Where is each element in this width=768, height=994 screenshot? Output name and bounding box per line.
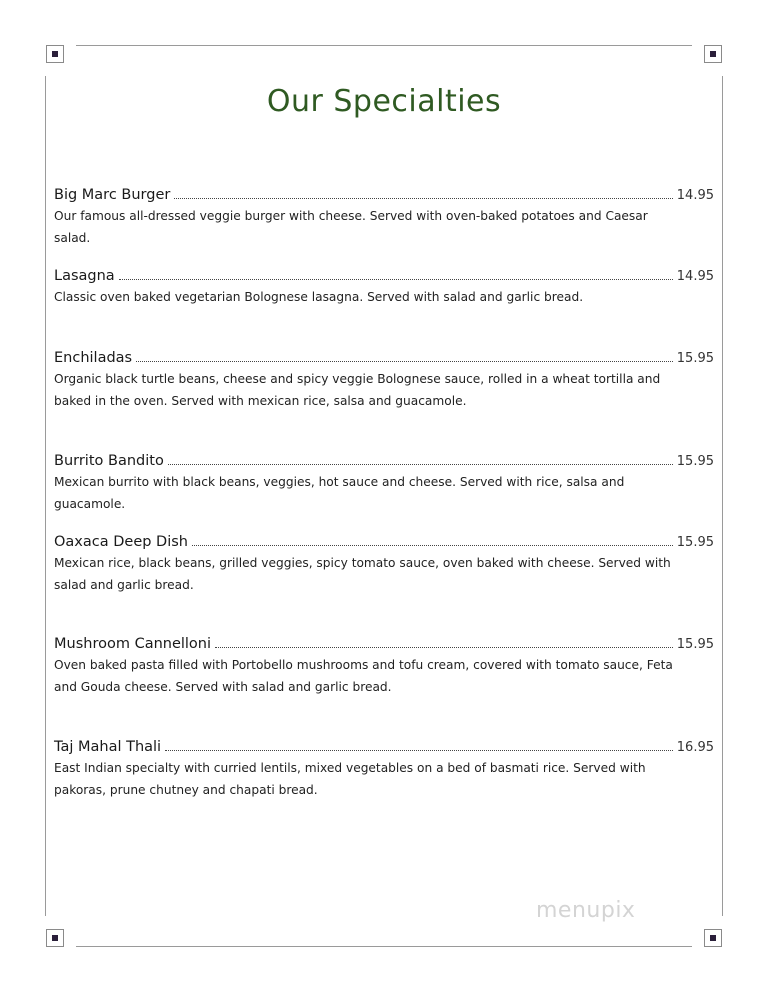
- menu-item: [54, 264, 714, 308]
- frame-top-line: [76, 45, 692, 46]
- frame-left-line: [45, 76, 46, 916]
- menu-item-price: 15.95: [676, 454, 714, 469]
- menu-item-name: Enchiladas: [54, 350, 133, 366]
- corner-ornament-bottom-right: [704, 929, 722, 947]
- menu-item-price: 15.95: [676, 535, 714, 550]
- menu-item: [54, 632, 714, 698]
- dot-leader: [136, 360, 673, 362]
- menu-item-price: 16.95: [676, 740, 714, 755]
- corner-ornament-top-right: [704, 45, 722, 63]
- menu-item-description: Mexican burrito with black beans, veggies, hot sauce and cheese. Served with rice, salsa and guacamole.: [54, 475, 625, 511]
- menu-item-name: Taj Mahal Thali: [54, 739, 162, 755]
- menu-item: [54, 183, 714, 249]
- menu-item-price: 14.95: [676, 269, 714, 284]
- menu-item-description: East Indian specialty with curried lentils, mixed vegetables on a bed of basmati rice. Served with pakoras, prune chutney and chapati bread.: [54, 761, 646, 797]
- menu-item-name: Oaxaca Deep Dish: [54, 534, 188, 550]
- menu-item-name: Mushroom Cannelloni: [54, 636, 212, 652]
- dot-leader: [215, 646, 673, 648]
- menu-item: [54, 530, 714, 596]
- dot-leader: [192, 544, 673, 546]
- dot-leader: [119, 278, 673, 280]
- menu-item: [54, 735, 714, 801]
- menu-item-price: 14.95: [676, 188, 714, 203]
- menu-item-price: 15.95: [676, 351, 714, 366]
- menu-item-price: 15.95: [676, 637, 714, 652]
- menu-item: [54, 449, 714, 515]
- dot-leader: [168, 463, 673, 465]
- corner-ornament-top-left: [46, 45, 64, 63]
- menu-item-description: Mexican rice, black beans, grilled veggies, spicy tomato sauce, oven baked with cheese. Served with salad and garlic bread.: [54, 556, 671, 592]
- menu-item-name: Big Marc Burger: [54, 187, 171, 203]
- menu-item: [54, 346, 714, 412]
- frame-right-line: [722, 76, 723, 916]
- dot-leader: [165, 749, 673, 751]
- menu-item-name: Burrito Bandito: [54, 453, 164, 469]
- watermark-logo: menupix: [536, 898, 636, 923]
- menu-item-name: Lasagna: [54, 268, 115, 284]
- menu-item-description: Organic black turtle beans, cheese and spicy veggie Bolognese sauce, rolled in a wheat tortilla and baked in the oven. Served with mexican rice, salsa and guacamole.: [54, 372, 661, 408]
- dot-leader: [174, 197, 672, 199]
- page-title: Our Specialties: [266, 84, 502, 119]
- menu-item-description: Classic oven baked vegetarian Bolognese lasagna. Served with salad and garlic bread.: [54, 290, 584, 304]
- corner-ornament-bottom-left: [46, 929, 64, 947]
- frame-bottom-line: [76, 946, 692, 947]
- menu-item-description: Oven baked pasta filled with Portobello mushrooms and tofu cream, covered with tomato sauce, Feta and Gouda cheese. Served with salad and garlic bread.: [54, 658, 673, 694]
- menu-item-description: Our famous all-dressed veggie burger with cheese. Served with oven-baked potatoes and Caesar salad.: [54, 209, 648, 245]
